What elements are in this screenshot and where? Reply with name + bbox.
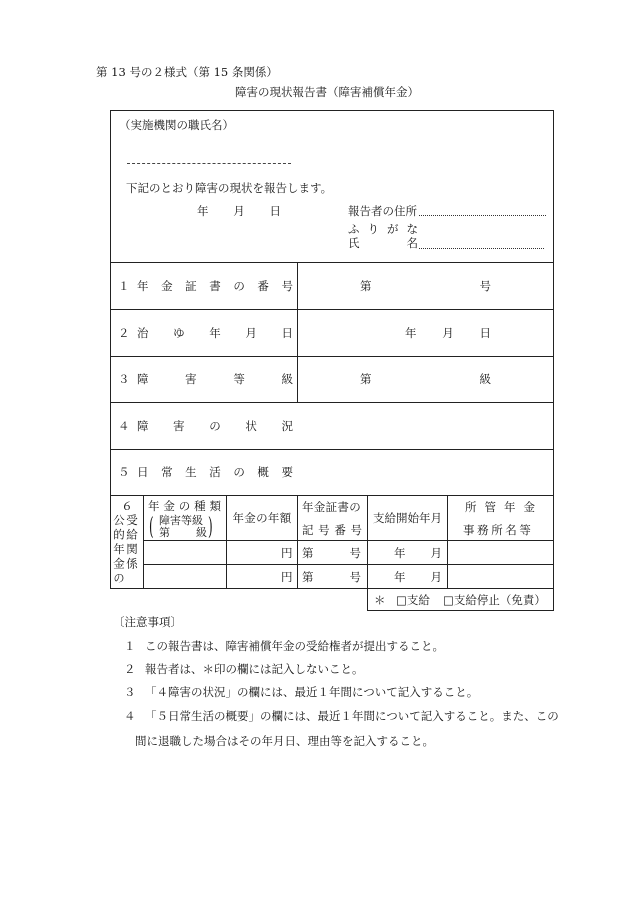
certificate-number-cell	[297, 540, 368, 565]
asterisk-mark: ＊	[374, 593, 386, 607]
item-label: 年 金 証 書 の 番 号	[137, 279, 293, 293]
disability-grade-value: 第 級	[360, 372, 491, 386]
start-month-template: 年 月	[394, 570, 442, 584]
item-number: ５	[118, 465, 130, 479]
office-label-line2: 事務所名等	[463, 523, 534, 537]
item-label: 日 常 生 活 の 概 要	[137, 465, 293, 479]
cure-date-value: 年 月 日	[405, 326, 491, 340]
start-month-template: 年 月	[394, 546, 442, 560]
note-text: 報告者は、＊印の欄には記入しないこと。	[145, 662, 364, 676]
addressee-line	[127, 163, 291, 164]
reporter-name-label: 氏 名	[348, 236, 418, 250]
item-2-value-cell	[297, 309, 554, 357]
header-pension-type	[143, 495, 227, 541]
reporter-address-line	[419, 215, 546, 216]
item-1-value-cell	[297, 262, 554, 310]
item-label: 治 ゆ 年 月 日	[137, 326, 293, 340]
pension-type-cell	[143, 564, 227, 589]
item-label: 障 害 の 状 況	[137, 419, 293, 433]
note-text-continuation: 間に退職した場合はその年月日、理由等を記入すること。	[135, 734, 434, 748]
pay-checkbox-option: □支給	[396, 593, 430, 607]
grade-value: 第 級	[159, 526, 207, 539]
note-text: 「５日常生活の概要」の欄には、最近１年間について記入すること。また、この	[145, 709, 559, 723]
note-number: ３	[124, 685, 136, 699]
item-number: ４	[118, 419, 130, 433]
yen-unit: 円	[281, 570, 293, 584]
certificate-number-template: 第 号	[302, 546, 361, 560]
certificate-label-line1: 年金証書の	[302, 500, 361, 514]
start-month-label: 支給開始年月	[373, 511, 442, 525]
report-statement: 下記のとおり障害の現状を報告します。	[126, 181, 333, 195]
reporter-address-label: 報告者の住所	[348, 204, 417, 218]
annual-amount-cell	[226, 564, 298, 589]
item-number: ３	[118, 372, 130, 386]
furigana-label: ふ り が な	[348, 222, 418, 236]
certificate-number-value: 第 号	[360, 279, 491, 293]
item-label: 障 害 等 級	[137, 372, 293, 386]
start-month-cell	[367, 564, 448, 589]
pension-label-cell	[110, 495, 144, 589]
item-3-label-cell	[110, 356, 298, 403]
item-1-label-cell	[110, 262, 298, 310]
header-pension-office	[447, 495, 554, 541]
start-month-cell	[367, 540, 448, 565]
office-use-box	[367, 588, 554, 611]
paren-open: (	[149, 511, 154, 541]
item-number: ６	[121, 499, 133, 513]
item-number: １	[118, 279, 130, 293]
notes-heading: 〔注意事項〕	[113, 615, 182, 629]
item-2-label-cell	[110, 309, 298, 357]
pension-label-right-column: 受給関係	[125, 514, 139, 572]
document-title: 障害の現状報告書（障害補償年金）	[235, 85, 419, 99]
item-3-value-cell	[297, 356, 554, 403]
annual-amount-cell	[226, 540, 298, 565]
item-number: ２	[118, 326, 130, 340]
item-4-cell	[110, 402, 554, 450]
certificate-number-cell	[297, 564, 368, 589]
paren-close: )	[208, 511, 213, 541]
note-number: ４	[124, 709, 136, 723]
office-label-line1: 所 管 年 金	[465, 500, 535, 514]
suspend-checkbox-option: □支給停止（免責）	[443, 593, 546, 607]
note-text: この報告書は、障害補償年金の受給権者が提出すること。	[145, 639, 444, 653]
note-number: １	[124, 639, 136, 653]
header-start-month	[367, 495, 448, 541]
pension-office-cell	[447, 540, 554, 565]
annual-amount-label: 年金の年額	[232, 511, 292, 525]
report-header-section	[110, 110, 554, 263]
reporter-name-line	[419, 248, 544, 249]
addressee-label: （実施機関の職氏名）	[119, 118, 234, 132]
header-certificate-number	[297, 495, 368, 541]
note-text: 「４障害の状況」の欄には、最近１年間について記入すること。	[145, 685, 479, 699]
note-number: ２	[124, 662, 136, 676]
pension-type-cell	[143, 540, 227, 565]
pension-type-label: 年 金 の 種 類	[148, 499, 221, 513]
header-annual-amount	[226, 495, 298, 541]
pension-label-left-column: 公的年金の	[112, 514, 126, 587]
yen-unit: 円	[281, 546, 293, 560]
pension-office-cell	[447, 564, 554, 589]
report-date: 年 月 日	[197, 204, 281, 218]
grade-label: 障害等級	[159, 514, 203, 527]
certificate-label-line2: 記 号 番 号	[302, 523, 362, 537]
form-number: 第 13 号の２様式（第 15 条関係）	[96, 65, 278, 79]
item-5-cell	[110, 449, 554, 496]
certificate-number-template: 第 号	[302, 570, 361, 584]
